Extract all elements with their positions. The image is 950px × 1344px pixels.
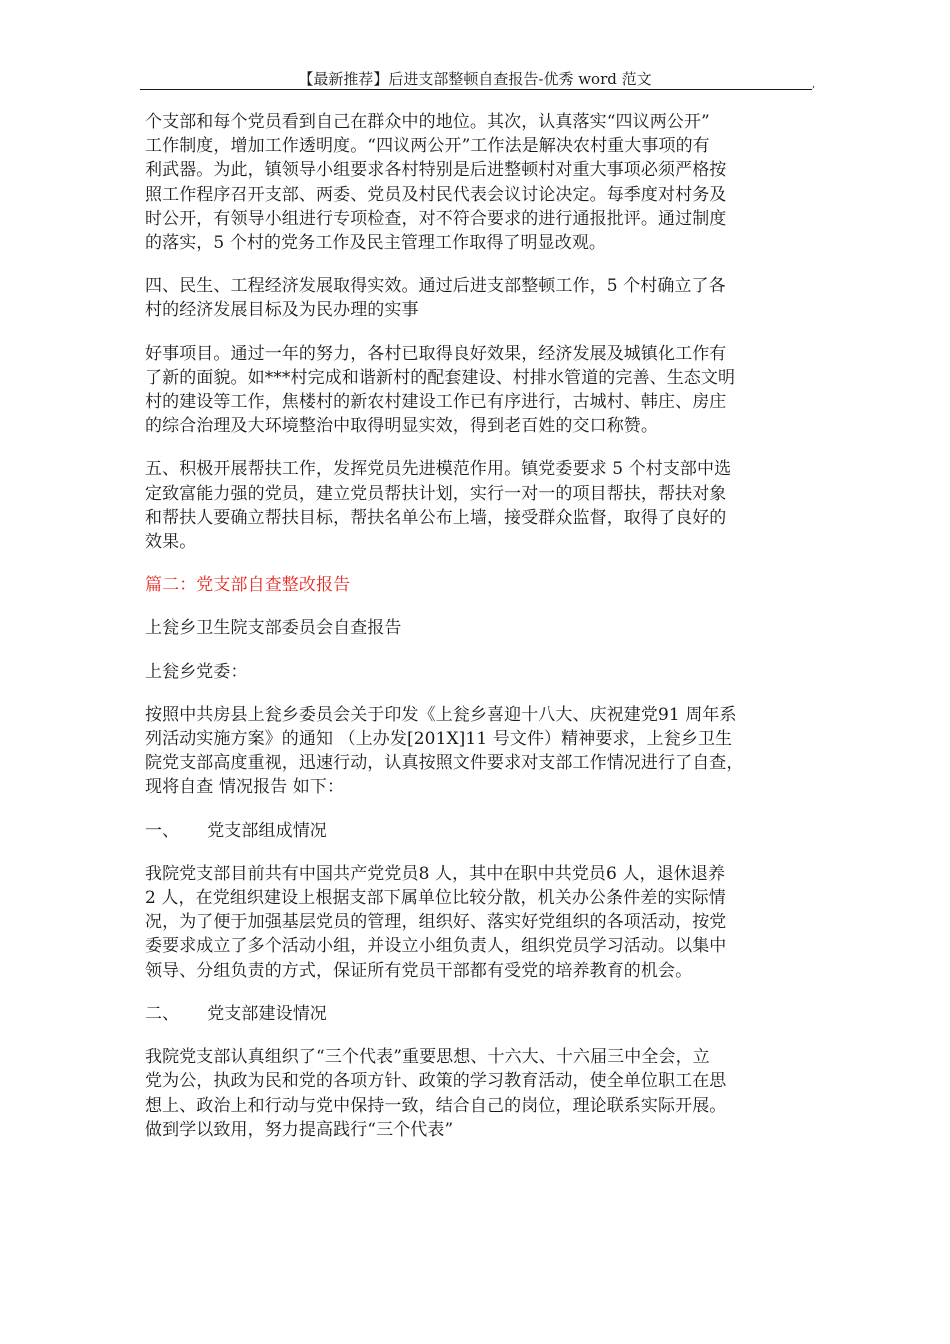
header-mark: , xyxy=(812,79,816,90)
page-header: 【最新推荐】后进支部整顿自查报告-优秀 word 范文 xyxy=(298,70,652,88)
paragraph: 好事项目。通过一年的努力，各村已取得良好效果，经济发展及城镇化工作有 了新的面貌。如***村完成和谐新村的配套建设、村排水管道的完善、生态文明 村的建设等工作，焦楼村的新农村建设工作已有序进行，古城村、韩庄、房庄 的综合治理及大环境整治中取得明显实效，得到老百姓的交口称赞。 xyxy=(145,343,736,437)
paragraph: 四、民生、工程经济发展取得实效。通过后进支部整顿工作，5 个村确立了各 村的经济发展目标及为民办理的实事 xyxy=(145,276,726,321)
paragraph: 我院党支部认真组织了“三个代表”重要思想、十六大、十六届三中全会，立 党为公，执政为民和党的各项方针、政策的学习教育活动，使全单位职工在思 想上、政治上和行动与党中保持一致，结合自己的岗位，理论联系实际开展。 做到学以致用，努力提高践行“三个代表” xyxy=(145,1047,727,1140)
header-divider xyxy=(140,89,812,90)
heading-text: 党支部组成情况 xyxy=(207,820,327,841)
document-body xyxy=(145,110,815,1161)
heading-number: 二、 xyxy=(145,1003,180,1024)
section-heading xyxy=(145,819,815,843)
paragraph: 按照中共房县上瓮乡委员会关于印发《上瓮乡喜迎十八大、庆祝建党91 周年系 列活动实施方案》的通知 （上办发[201X]11 号文件）精神要求，上瓮乡卫生 院党支部高度重视，迅速行动，认真按照文件要求对支部工作情况进行了自查， 现将自查 情况报告 如下： xyxy=(145,704,744,798)
salutation: 上瓮乡党委： xyxy=(145,661,248,682)
paragraph: 我院党支部目前共有中国共产党党员8 人，其中在职中共党员6 人，退休退养 2 人，在党组织建设上根据支部下属单位比较分散，机关办公条件差的实际情 况，为了便于加强基层党员的管理，组织好、落实好党组织的各项活动，按党 委要求成立了多个活动小组，并设立小组负责人，组织党员学习活动。以集中 领导、分组负责的方式，保证所有党员干部都有受党的培养教育的机会。 xyxy=(145,863,727,981)
heading-number: 一、 xyxy=(145,820,180,841)
report-title: 上瓮乡卫生院支部委员会自查报告 xyxy=(145,618,402,639)
heading-text: 党支部建设情况 xyxy=(207,1003,327,1024)
section-title: 篇二：党支部自查整改报告 xyxy=(145,575,351,596)
paragraph: 五、积极开展帮扶工作，发挥党员先进模范作用。镇党委要求 5 个村支部中选 定致富能力强的党员，建立党员帮扶计划，实行一对一的项目帮扶，帮扶对象 和帮扶人要确立帮扶目标，帮扶名单公布上墙，接受群众监督，取得了良好的 效果。 xyxy=(145,459,732,553)
section-heading xyxy=(145,1002,815,1026)
paragraph: 个支部和每个党员看到自己在群众中的地位。其次，认真落实“四议两公开” 工作制度，增加工作透明度。“四议两公开”工作法是解决农村重大事项的有 利武器。为此，镇领导小组要求各村特别是后进整顿村对重大事项必须严格按 照工作程序召开支部、两委、党员及村民代表会议讨论决定。每季度对村务及 时公开，有领导小组进行专项检查，对不符合要求的进行通报批评。通过制度 的落实，5 个村的党务工作及民主管理工作取得了明显改观。 xyxy=(145,112,727,254)
